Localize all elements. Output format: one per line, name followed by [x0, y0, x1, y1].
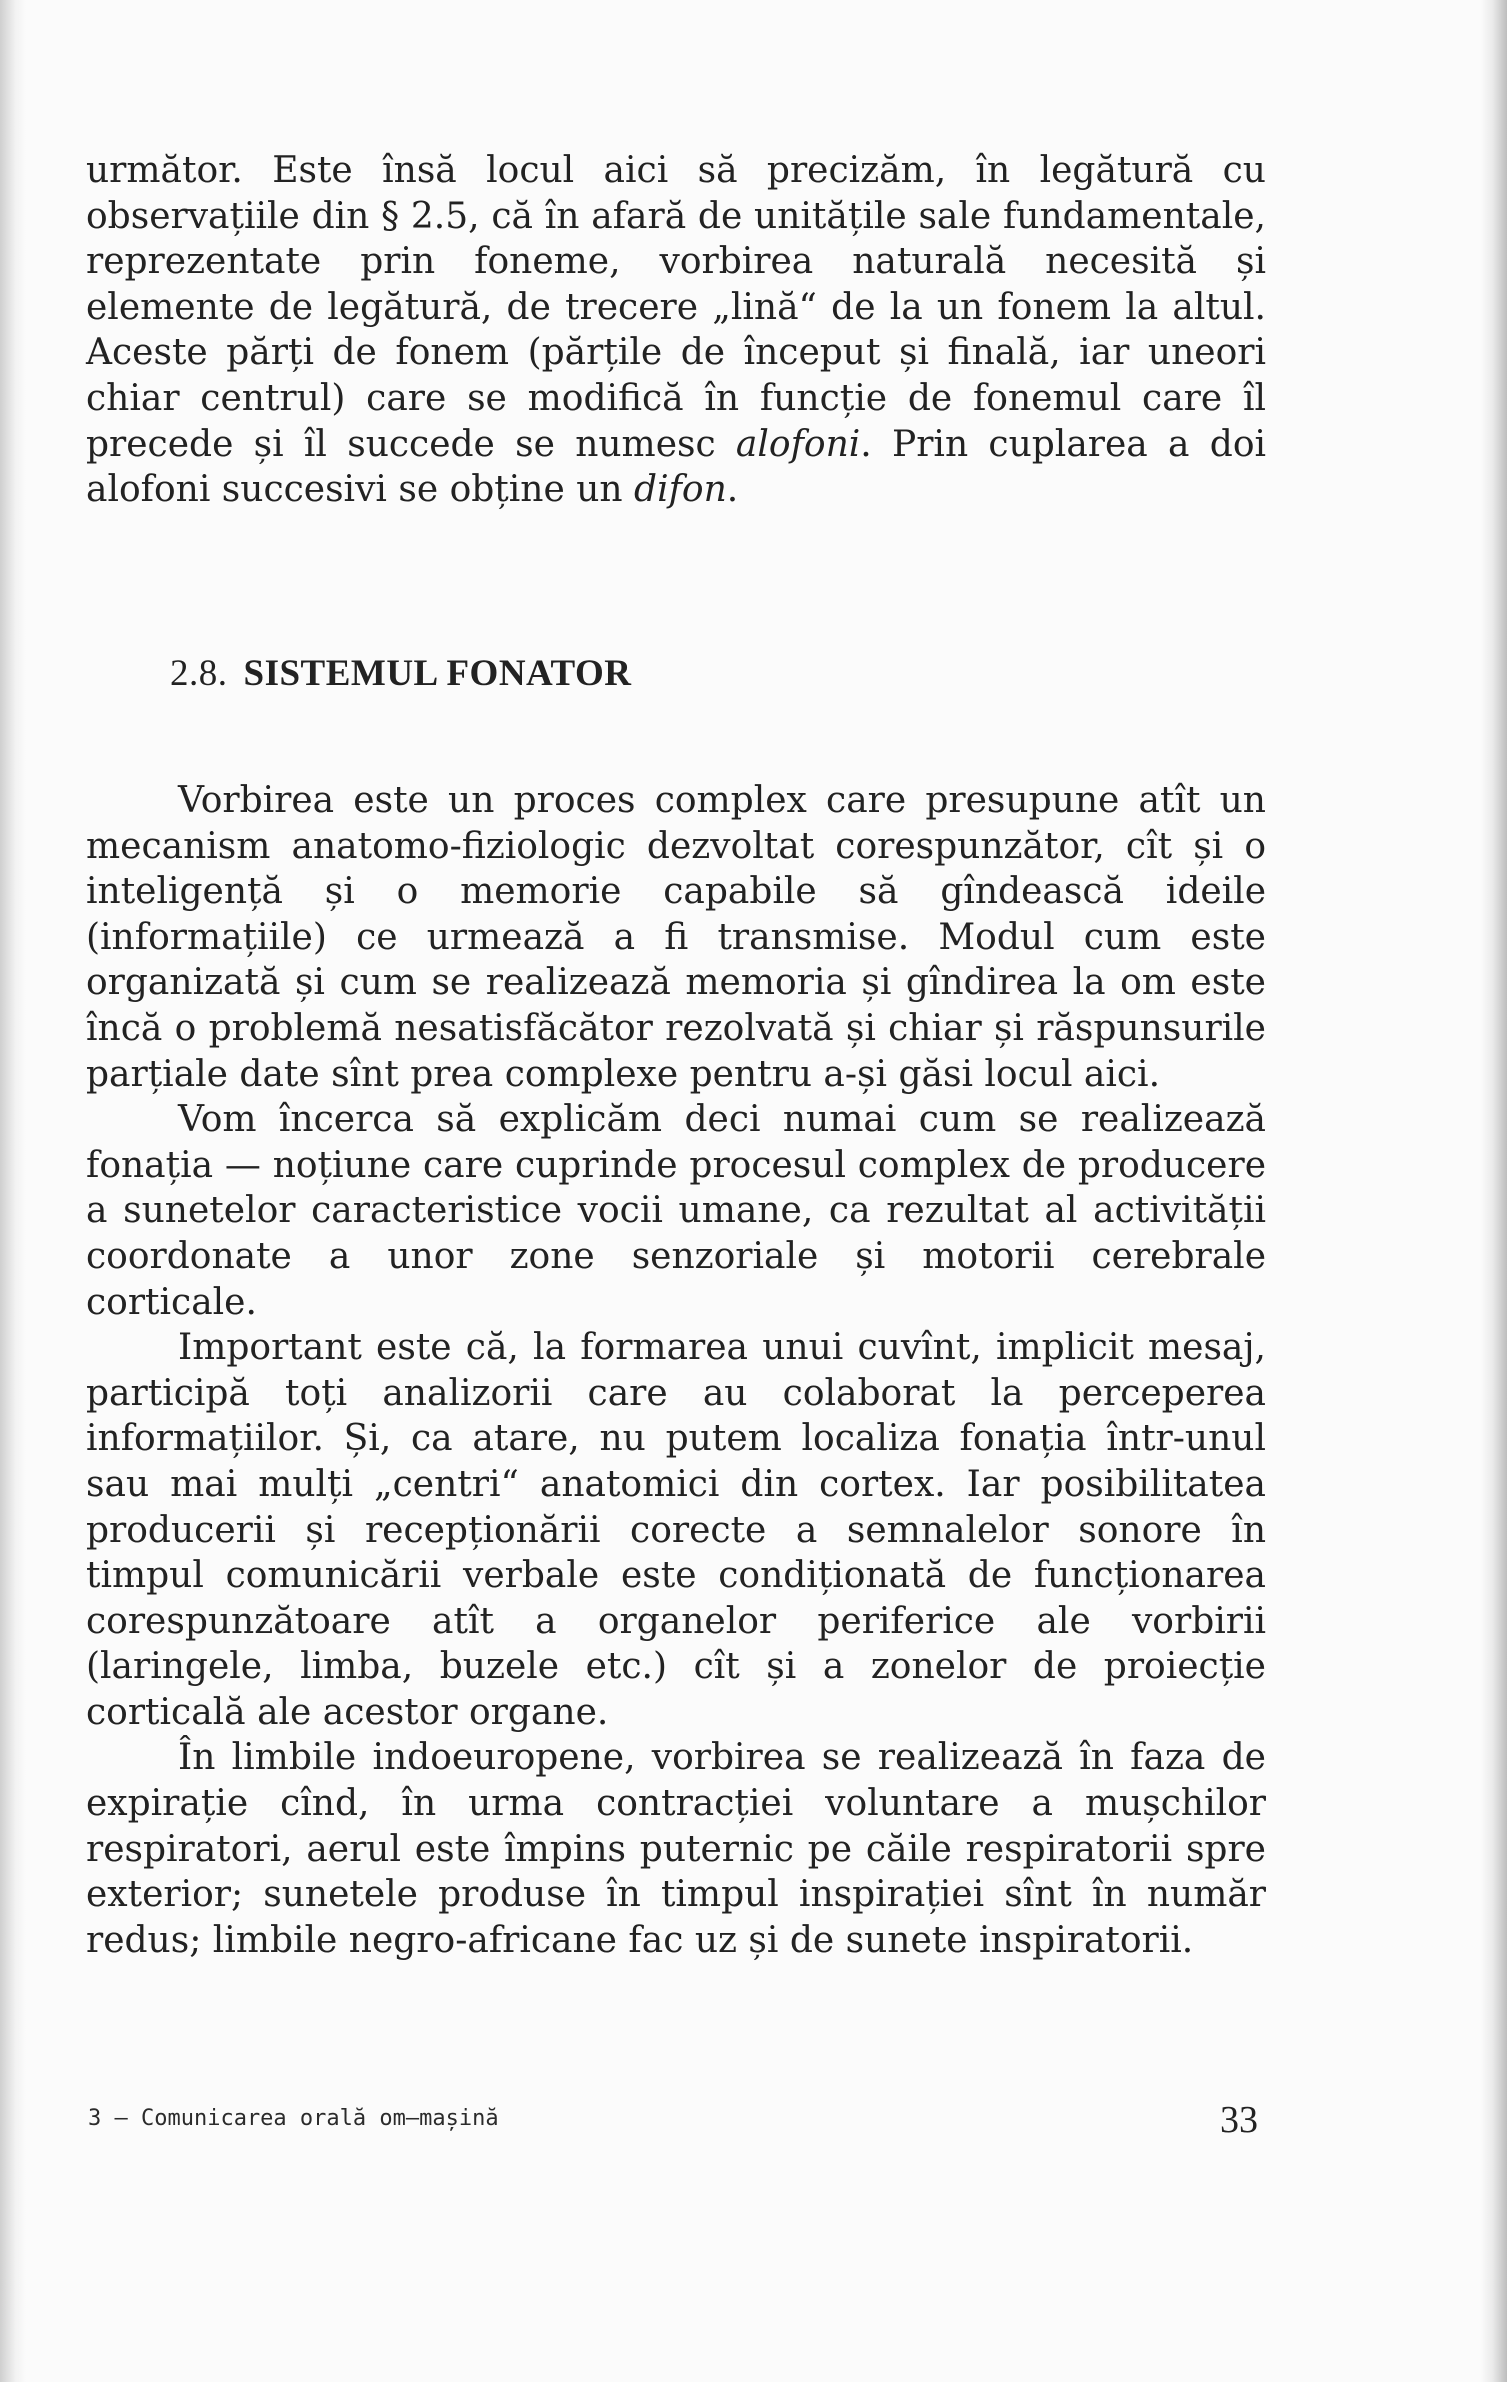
continuation-text-part-3: . — [726, 469, 739, 511]
running-footer: 3 — Comunicarea orală om—mașină — [88, 2106, 499, 2131]
page-edge-left — [0, 0, 26, 2382]
body-paragraph: În limbile indoeuropene, vorbirea se realizează în faza de expirație cînd, în urma contracției voluntare a mușchilor respiratori, aerul este împins puternic pe căile respiratorii spre exterior; sunetele produse în timpul inspirației sînt în număr redus; limbile negro-africane fac uz și de sunete inspiratorii. — [86, 1737, 1266, 1961]
section-heading — [170, 652, 632, 695]
section-number: 2.8. — [170, 653, 228, 694]
continuation-paragraph — [86, 148, 1266, 513]
page-number: 33 — [1220, 2099, 1258, 2141]
body-paragraph: Vom încerca să explicăm deci numai cum se realizează fonația — noțiune care cuprinde procesul complex de producere a sunetelor caracteristice vocii umane, ca rezultat al activității coordonate a unor zone senzoriale și motorii cerebrale corticale. — [86, 1099, 1266, 1323]
continuation-text-part-1: următor. Este însă locul aici să precizăm, în legătură cu observațiile din § 2.5, că în afară de unitățile sale fundamentale, reprezentate prin foneme, vorbirea naturală necesită și elemente de legătură, de trecere „lină“ de la un fonem la altul. Aceste părți de fonem (părțile de început și finală, iar uneori chiar centrul) care se modifică în funcție de fonemul care îl precede și îl succede se numesc — [86, 150, 1266, 465]
body-paragraph: Important este că, la formarea unui cuvînt, implicit mesaj, participă toți analizorii care au colaborat la perceperea informațiilor. Și, ca atare, nu putem localiza fonația într-unul sau mai mulți „centri“ anatomici din cortex. Iar posibilitatea producerii și recepționării corecte a semnalelor sonore în timpul comunicării verbale este condiționată de funcționarea corespunzătoare atît a organelor periferice ale vorbirii (laringele, limba, buzele etc.) cît și a zonelor de proiecție corticală ale acestor organe. — [86, 1327, 1266, 1733]
page-edge-right — [1481, 0, 1507, 2382]
term-alofoni: alofoni — [735, 423, 861, 465]
body-paragraph: Vorbirea este un proces complex care presupune atît un mecanism anatomo-fiziologic dezvoltat corespunzător, cît și o inteligență și o memorie capabile să gîndească ideile (informațiile) ce urmează a fi transmise. Modul cum este organizată și cum se realizează memoria și gîndirea la om este încă o problemă nesatisfăcător rezolvată și chiar și răspunsurile parțiale date sînt prea complexe pentru a-și găsi locul aici. — [86, 780, 1266, 1095]
section-body — [86, 778, 1266, 1963]
section-title: SISTEMUL FONATOR — [243, 653, 632, 694]
term-difon: difon — [634, 469, 727, 511]
continuation-paragraph-block — [86, 148, 1266, 513]
continuation-text-part-2: . Prin cuplarea a doi alofoni succesivi se obține un — [86, 423, 1267, 511]
